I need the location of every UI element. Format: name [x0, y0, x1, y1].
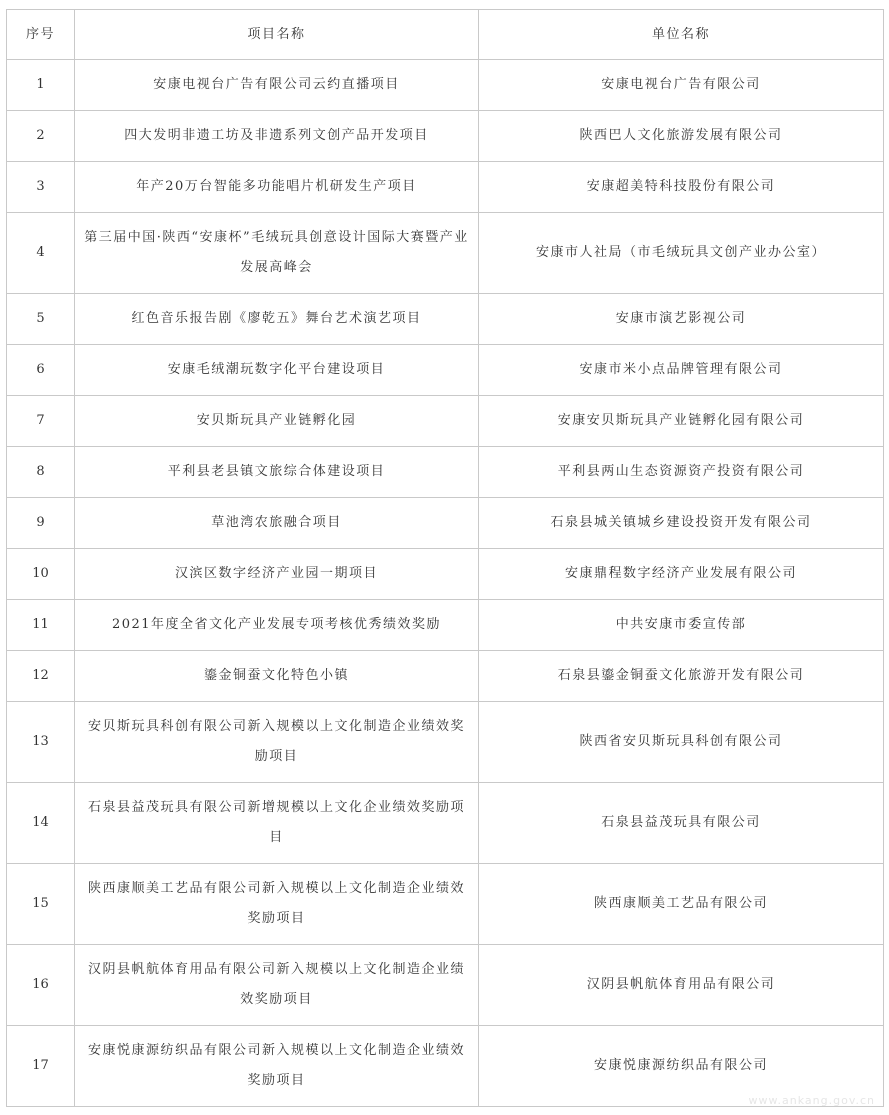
table-row	[7, 111, 884, 162]
row-project-name: 平利县老县镇文旅综合体建设项目	[75, 447, 479, 498]
row-project-name: 石泉县益茂玩具有限公司新增规模以上文化企业绩效奖励项目	[75, 783, 479, 864]
row-index: 17	[7, 1026, 75, 1107]
row-unit-name: 中共安康市委宣传部	[479, 600, 884, 651]
table-row	[7, 60, 884, 111]
header-index: 序号	[7, 10, 75, 60]
table-row	[7, 294, 884, 345]
row-project-name: 安贝斯玩具科创有限公司新入规模以上文化制造企业绩效奖励项目	[75, 702, 479, 783]
row-unit-name: 安康安贝斯玩具产业链孵化园有限公司	[479, 396, 884, 447]
row-index: 2	[7, 111, 75, 162]
table-row	[7, 651, 884, 702]
row-index: 11	[7, 600, 75, 651]
project-list-table	[6, 9, 884, 1107]
row-index: 7	[7, 396, 75, 447]
row-index: 3	[7, 162, 75, 213]
row-index: 5	[7, 294, 75, 345]
row-index: 4	[7, 213, 75, 294]
row-unit-name: 汉阴县帆航体育用品有限公司	[479, 945, 884, 1026]
row-unit-name: 安康市米小点品牌管理有限公司	[479, 345, 884, 396]
table-row	[7, 213, 884, 294]
row-unit-name: 石泉县鎏金铜蚕文化旅游开发有限公司	[479, 651, 884, 702]
row-project-name: 安康电视台广告有限公司云约直播项目	[75, 60, 479, 111]
row-project-name: 第三届中国·陕西“安康杯”毛绒玩具创意设计国际大赛暨产业发展高峰会	[75, 213, 479, 294]
row-unit-name: 石泉县城关镇城乡建设投资开发有限公司	[479, 498, 884, 549]
row-project-name: 红色音乐报告剧《廖乾五》舞台艺术演艺项目	[75, 294, 479, 345]
row-project-name: 2021年度全省文化产业发展专项考核优秀绩效奖励	[75, 600, 479, 651]
row-index: 9	[7, 498, 75, 549]
row-project-name: 安康悦康源纺织品有限公司新入规模以上文化制造企业绩效奖励项目	[75, 1026, 479, 1107]
table-row	[7, 702, 884, 783]
row-project-name: 四大发明非遗工坊及非遗系列文创产品开发项目	[75, 111, 479, 162]
row-project-name: 陕西康顺美工艺品有限公司新入规模以上文化制造企业绩效奖励项目	[75, 864, 479, 945]
row-unit-name: 安康市人社局（市毛绒玩具文创产业办公室）	[479, 213, 884, 294]
row-unit-name: 陕西省安贝斯玩具科创有限公司	[479, 702, 884, 783]
table-row	[7, 345, 884, 396]
row-project-name: 汉滨区数字经济产业园一期项目	[75, 549, 479, 600]
row-project-name: 安康毛绒潮玩数字化平台建设项目	[75, 345, 479, 396]
row-unit-name: 安康超美特科技股份有限公司	[479, 162, 884, 213]
row-unit-name: 安康市演艺影视公司	[479, 294, 884, 345]
row-unit-name: 石泉县益茂玩具有限公司	[479, 783, 884, 864]
row-project-name: 年产20万台智能多功能唱片机研发生产项目	[75, 162, 479, 213]
row-project-name: 鎏金铜蚕文化特色小镇	[75, 651, 479, 702]
row-unit-name: 平利县两山生态资源资产投资有限公司	[479, 447, 884, 498]
table-row	[7, 162, 884, 213]
row-index: 10	[7, 549, 75, 600]
watermark: www.ankang.gov.cn	[748, 1094, 875, 1107]
table-row	[7, 783, 884, 864]
row-index: 14	[7, 783, 75, 864]
row-index: 6	[7, 345, 75, 396]
row-unit-name: 陕西康顺美工艺品有限公司	[479, 864, 884, 945]
row-index: 13	[7, 702, 75, 783]
header-row	[7, 10, 884, 60]
table-row	[7, 864, 884, 945]
table-row	[7, 447, 884, 498]
table-row	[7, 396, 884, 447]
row-index: 12	[7, 651, 75, 702]
row-index: 16	[7, 945, 75, 1026]
header-unit-name: 单位名称	[479, 10, 884, 60]
row-unit-name: 陕西巴人文化旅游发展有限公司	[479, 111, 884, 162]
row-index: 8	[7, 447, 75, 498]
row-project-name: 草池湾农旅融合项目	[75, 498, 479, 549]
row-index: 1	[7, 60, 75, 111]
table-row	[7, 600, 884, 651]
table-row	[7, 549, 884, 600]
row-unit-name: 安康悦康源纺织品有限公司	[479, 1026, 884, 1107]
row-unit-name: 安康鼎程数字经济产业发展有限公司	[479, 549, 884, 600]
table-row	[7, 498, 884, 549]
row-index: 15	[7, 864, 75, 945]
row-project-name: 汉阴县帆航体育用品有限公司新入规模以上文化制造企业绩效奖励项目	[75, 945, 479, 1026]
table-row	[7, 945, 884, 1026]
header-project-name: 项目名称	[75, 10, 479, 60]
row-unit-name: 安康电视台广告有限公司	[479, 60, 884, 111]
row-project-name: 安贝斯玩具产业链孵化园	[75, 396, 479, 447]
